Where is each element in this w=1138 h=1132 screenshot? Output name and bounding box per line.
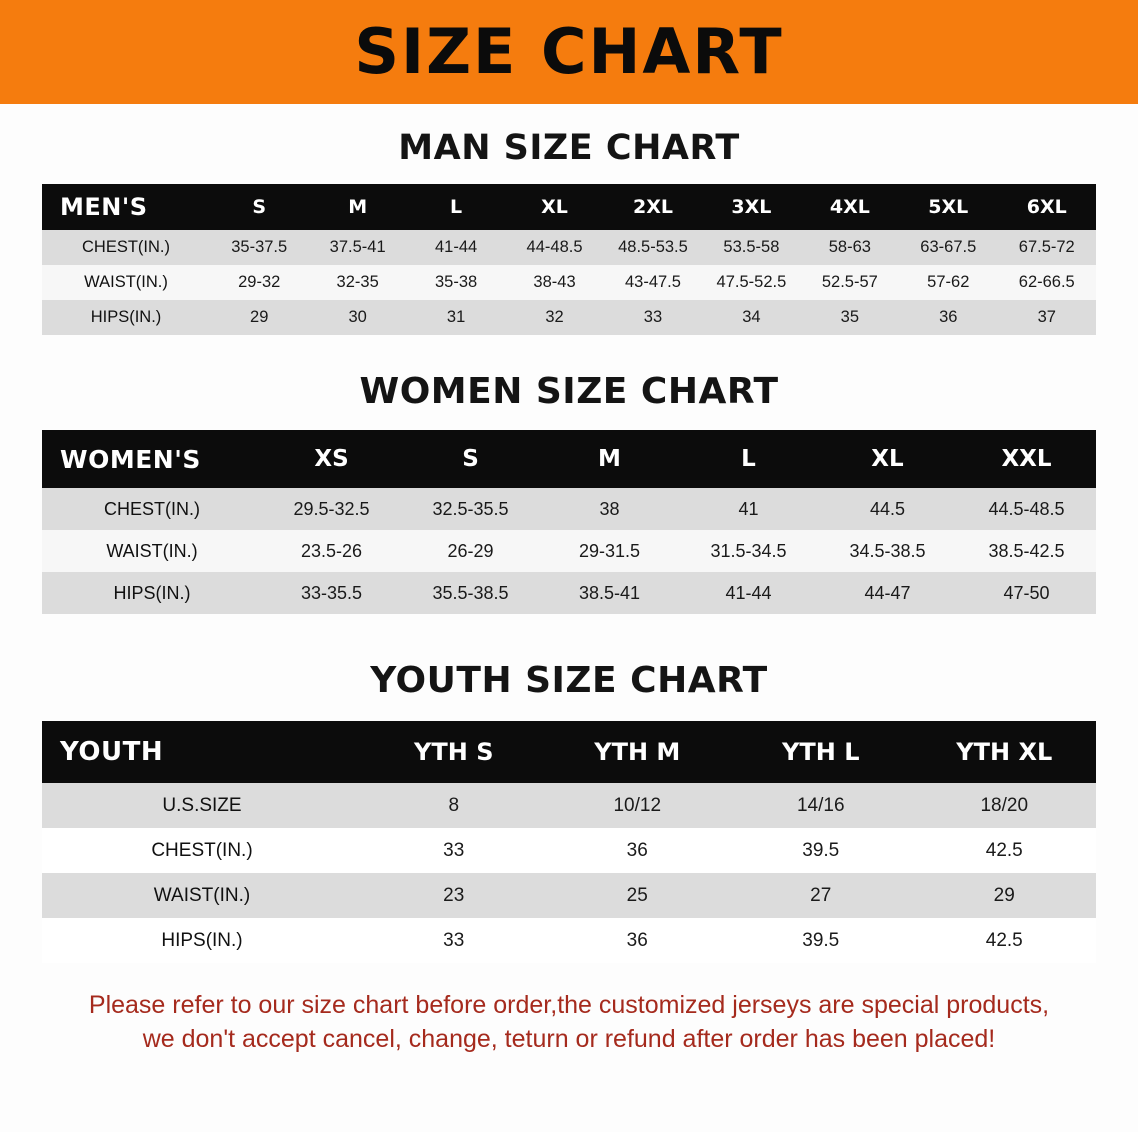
youth-ussize-0: 8 — [362, 783, 546, 828]
man-header-cell-6: 3XL — [702, 184, 800, 230]
women-table-body — [42, 488, 1096, 614]
youth-waist-2: 27 — [729, 873, 913, 918]
man-row-label-chest: CHEST(IN.) — [42, 230, 210, 265]
man-header-cell-1: S — [210, 184, 308, 230]
man-header-cell-8: 5XL — [899, 184, 997, 230]
table-row — [42, 828, 1096, 873]
women-section-heading: WOMEN SIZE CHART — [359, 371, 779, 412]
man-chest-6: 58-63 — [801, 230, 899, 265]
youth-hips-1: 36 — [546, 918, 730, 963]
women-table-header — [42, 430, 1096, 488]
youth-waist-1: 25 — [546, 873, 730, 918]
man-chest-2: 41-44 — [407, 230, 505, 265]
man-hips-8: 37 — [998, 300, 1097, 335]
youth-section-heading: YOUTH SIZE CHART — [370, 660, 768, 701]
man-chest-5: 53.5-58 — [702, 230, 800, 265]
women-row-label-chest: CHEST(IN.) — [42, 488, 262, 530]
man-waist-7: 57-62 — [899, 265, 997, 300]
man-hips-6: 35 — [801, 300, 899, 335]
youth-chest-0: 33 — [362, 828, 546, 873]
women-hips-4: 44-47 — [818, 572, 957, 614]
women-header-cell-4: L — [679, 430, 818, 488]
youth-size-table — [42, 721, 1096, 963]
women-chest-2: 38 — [540, 488, 679, 530]
women-hips-3: 41-44 — [679, 572, 818, 614]
man-row-label-waist: WAIST(IN.) — [42, 265, 210, 300]
youth-row-label-waist: WAIST(IN.) — [42, 873, 362, 918]
man-waist-4: 43-47.5 — [604, 265, 702, 300]
man-hips-7: 36 — [899, 300, 997, 335]
man-waist-6: 52.5-57 — [801, 265, 899, 300]
women-header-cell-0: WOMEN'S — [42, 430, 262, 488]
youth-row-label-hips: HIPS(IN.) — [42, 918, 362, 963]
youth-chest-3: 42.5 — [913, 828, 1097, 873]
man-waist-0: 29-32 — [210, 265, 308, 300]
women-table-wrap — [42, 430, 1096, 614]
youth-chest-1: 36 — [546, 828, 730, 873]
man-chest-4: 48.5-53.5 — [604, 230, 702, 265]
table-header-row — [42, 184, 1096, 230]
youth-ussize-3: 18/20 — [913, 783, 1097, 828]
youth-ussize-2: 14/16 — [729, 783, 913, 828]
man-header-cell-2: M — [308, 184, 406, 230]
table-row — [42, 783, 1096, 828]
women-chest-4: 44.5 — [818, 488, 957, 530]
policy-note-line-1: Please refer to our size chart before order,the customized jerseys are special products, — [88, 991, 1050, 1019]
women-chest-5: 44.5-48.5 — [957, 488, 1096, 530]
man-chest-0: 35-37.5 — [210, 230, 308, 265]
table-header-row — [42, 721, 1096, 783]
man-waist-3: 38-43 — [505, 265, 603, 300]
man-chest-8: 67.5-72 — [998, 230, 1097, 265]
man-header-cell-0: MEN'S — [42, 184, 210, 230]
women-waist-3: 31.5-34.5 — [679, 530, 818, 572]
women-header-cell-2: S — [401, 430, 540, 488]
man-header-cell-7: 4XL — [801, 184, 899, 230]
youth-ussize-1: 10/12 — [546, 783, 730, 828]
women-size-table — [42, 430, 1096, 614]
youth-waist-3: 29 — [913, 873, 1097, 918]
man-chest-1: 37.5-41 — [308, 230, 406, 265]
man-row-label-hips: HIPS(IN.) — [42, 300, 210, 335]
women-hips-0: 33-35.5 — [262, 572, 401, 614]
table-row — [42, 300, 1096, 335]
man-waist-8: 62-66.5 — [998, 265, 1097, 300]
youth-table-wrap — [42, 721, 1096, 963]
man-hips-5: 34 — [702, 300, 800, 335]
man-hips-3: 32 — [505, 300, 603, 335]
man-size-table — [42, 184, 1096, 335]
man-table-header — [42, 184, 1096, 230]
women-row-label-waist: WAIST(IN.) — [42, 530, 262, 572]
man-header-cell-9: 6XL — [998, 184, 1097, 230]
women-waist-1: 26-29 — [401, 530, 540, 572]
man-table-wrap — [42, 184, 1096, 335]
youth-header-cell-3: YTH L — [729, 721, 913, 783]
women-waist-5: 38.5-42.5 — [957, 530, 1096, 572]
table-row — [42, 230, 1096, 265]
table-row — [42, 265, 1096, 300]
women-header-cell-6: XXL — [957, 430, 1096, 488]
man-header-cell-5: 2XL — [604, 184, 702, 230]
women-chest-3: 41 — [679, 488, 818, 530]
page-title: SIZE CHART — [354, 15, 784, 88]
women-header-cell-5: XL — [818, 430, 957, 488]
women-waist-2: 29-31.5 — [540, 530, 679, 572]
youth-hips-0: 33 — [362, 918, 546, 963]
youth-row-label-ussize: U.S.SIZE — [42, 783, 362, 828]
man-waist-1: 32-35 — [308, 265, 406, 300]
youth-chest-2: 39.5 — [729, 828, 913, 873]
women-header-cell-1: XS — [262, 430, 401, 488]
women-header-cell-3: M — [540, 430, 679, 488]
table-row — [42, 572, 1096, 614]
youth-table-header — [42, 721, 1096, 783]
table-row — [42, 530, 1096, 572]
women-waist-0: 23.5-26 — [262, 530, 401, 572]
youth-header-cell-1: YTH S — [362, 721, 546, 783]
women-hips-1: 35.5-38.5 — [401, 572, 540, 614]
women-chest-1: 32.5-35.5 — [401, 488, 540, 530]
man-hips-2: 31 — [407, 300, 505, 335]
man-table-body — [42, 230, 1096, 335]
man-chest-7: 63-67.5 — [899, 230, 997, 265]
man-header-cell-4: XL — [505, 184, 603, 230]
policy-note — [40, 989, 1098, 1057]
table-row — [42, 918, 1096, 963]
youth-row-label-chest: CHEST(IN.) — [42, 828, 362, 873]
man-hips-4: 33 — [604, 300, 702, 335]
table-row — [42, 873, 1096, 918]
man-header-cell-3: L — [407, 184, 505, 230]
man-hips-0: 29 — [210, 300, 308, 335]
man-section-heading: MAN SIZE CHART — [398, 128, 740, 168]
women-hips-5: 47-50 — [957, 572, 1096, 614]
youth-hips-3: 42.5 — [913, 918, 1097, 963]
women-waist-4: 34.5-38.5 — [818, 530, 957, 572]
women-hips-2: 38.5-41 — [540, 572, 679, 614]
youth-waist-0: 23 — [362, 873, 546, 918]
table-header-row — [42, 430, 1096, 488]
women-chest-0: 29.5-32.5 — [262, 488, 401, 530]
youth-header-cell-4: YTH XL — [913, 721, 1097, 783]
table-row — [42, 488, 1096, 530]
man-waist-5: 47.5-52.5 — [702, 265, 800, 300]
man-hips-1: 30 — [308, 300, 406, 335]
man-chest-3: 44-48.5 — [505, 230, 603, 265]
women-row-label-hips: HIPS(IN.) — [42, 572, 262, 614]
youth-table-body — [42, 783, 1096, 963]
man-waist-2: 35-38 — [407, 265, 505, 300]
youth-hips-2: 39.5 — [729, 918, 913, 963]
policy-note-line-2: we don't accept cancel, change, teturn or refund after order has been placed! — [142, 1024, 996, 1053]
youth-header-cell-0: YOUTH — [42, 721, 362, 783]
page-banner — [0, 0, 1138, 104]
youth-header-cell-2: YTH M — [546, 721, 730, 783]
